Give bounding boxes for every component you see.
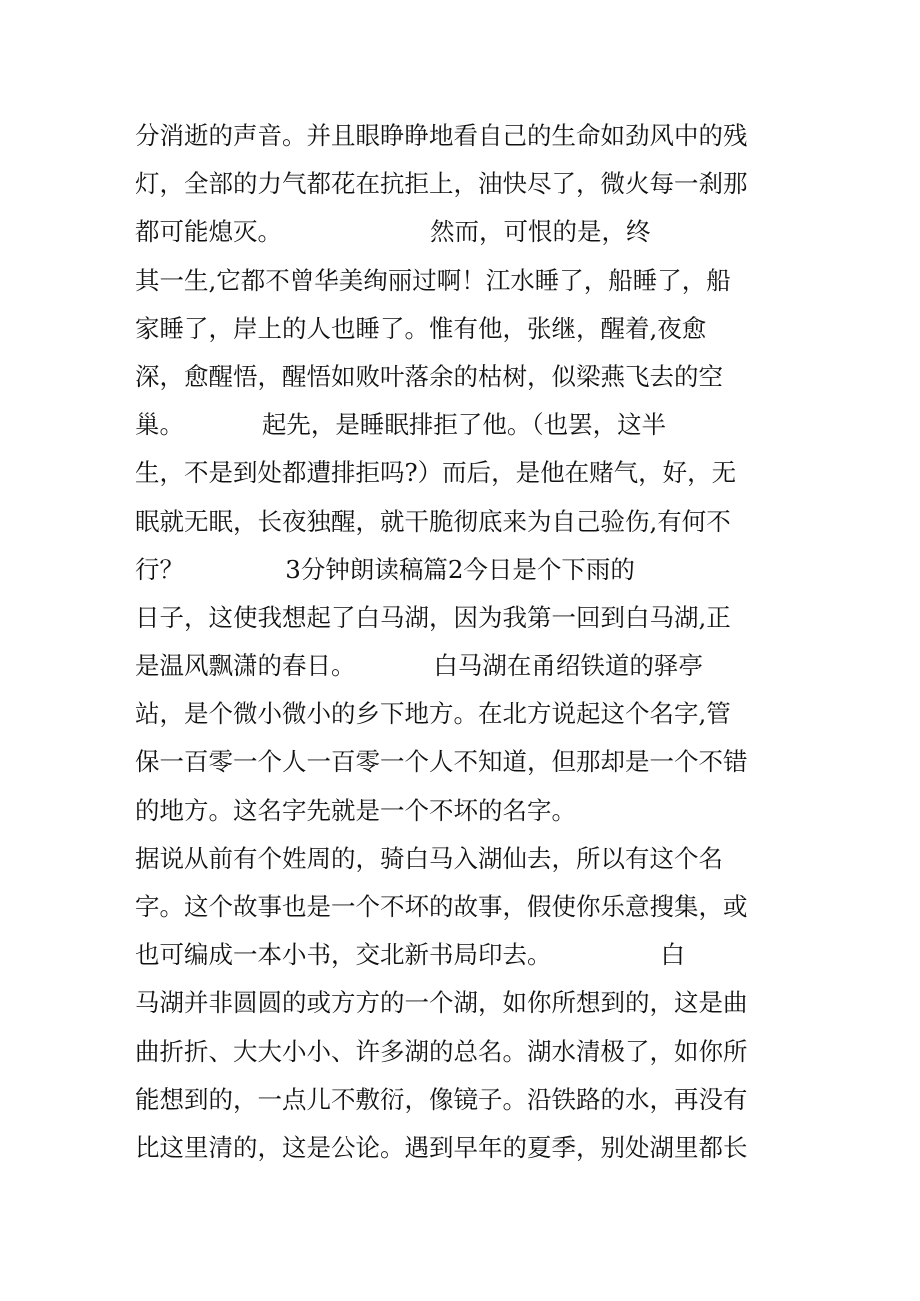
text-line [135,208,795,256]
text-line [135,401,795,449]
text-line [135,787,795,835]
text-line-content: 马湖并非圆圆的或方方的一个湖，如你所想到的，这是曲 [135,988,748,1018]
text-line-content: 据说从前有个姓周的，骑白马入湖仙去，所以有这个名 [135,843,723,873]
text-line [135,353,795,401]
text-line-content: 也可编成一本小书，交北新书局印去。 白 [135,940,686,970]
text-line-content: 家睡了，岸上的人也睡了。惟有他，张继，醒着,夜愈 [135,313,707,343]
text-line [135,931,795,979]
text-line [135,738,795,786]
text-line-content: 站，是个微小微小的乡下地方。在北方说起这个名字,管 [135,699,731,729]
text-line-content: 生，不是到处都遭排拒吗?）而后，是他在赌气，好，无 [135,458,737,488]
text-line-content: 行？ 3分钟朗读稿篇2今日是个下雨的 [135,554,635,584]
text-line [135,112,795,160]
text-line-content: 能想到的，一点儿不敷衍，像镜子。沿铁路的水，再没有 [135,1084,748,1114]
text-line [135,642,795,690]
text-line [135,883,795,931]
text-line-content: 分消逝的声音。并且眼睁睁地看自己的生命如劲风中的残 [135,121,748,150]
text-line [135,594,795,642]
text-line-content: 的地方。这名字先就是一个不坏的名字。 [135,795,576,825]
text-line-content: 比这里清的，这是公论。遇到早年的夏季，别处湖里都长 [135,1132,748,1162]
text-line [135,305,795,353]
text-line-content: 灯，全部的力气都花在抗拒上，油快尽了，微火每一刹那 [135,169,748,199]
text-line-content: 保一百零一个人一百零一个人不知道，但那却是一个不错 [135,747,748,777]
text-line [135,546,795,594]
text-line [135,257,795,305]
text-line [135,835,795,883]
body-text [135,112,795,1172]
text-line [135,1124,795,1172]
text-line [135,498,795,546]
text-line [135,690,795,738]
text-line [135,1028,795,1076]
text-line-content: 是温风飘潇的春日。 白马湖在甬绍铁道的驿亭 [135,651,703,681]
text-line-content: 日子，这使我想起了白马湖，因为我第一回到白马湖,正 [135,602,731,632]
text-line-content: 字。这个故事也是一个不坏的故事，假使你乐意搜集，或 [135,892,748,921]
text-line-content: 其一生,它都不曾华美绚丽过啊！江水睡了，船睡了，船 [135,265,731,295]
text-line [135,449,795,497]
text-line-content: 眠就无眠，长夜独醒，就干脆彻底来为自己验伤,有何不 [135,506,731,536]
text-line-content: 都可能熄灭。 然而，可恨的是，终 [135,217,651,247]
text-line [135,1076,795,1124]
text-line-content: 巢。 起先，是睡眠排拒了他。（也罢，这半 [135,410,667,440]
text-line [135,160,795,208]
text-line [135,979,795,1027]
text-line-content: 深，愈醒悟，醒悟如败叶落余的枯树，似梁燕飞去的空 [135,361,723,391]
text-line-content: 曲折折、大大小小、许多湖的总名。湖水清极了，如你所 [135,1036,748,1066]
